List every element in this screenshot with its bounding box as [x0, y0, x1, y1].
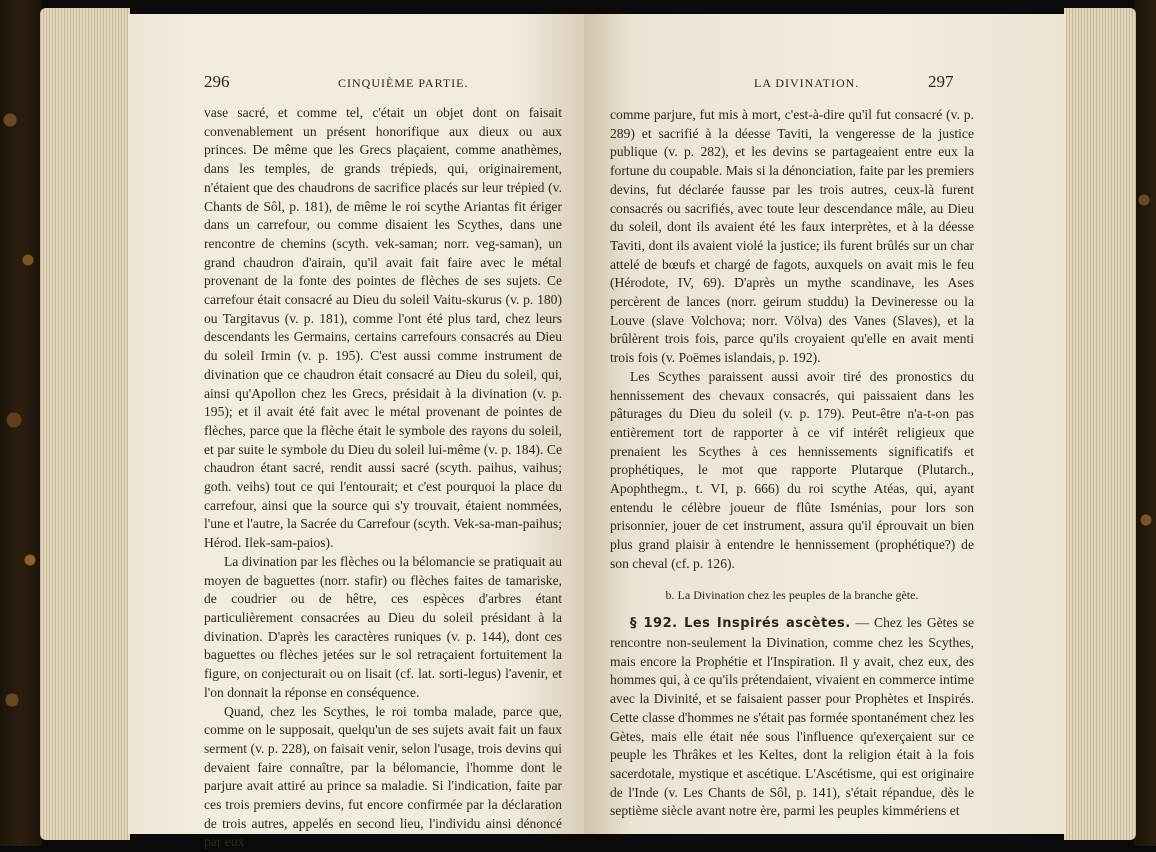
page-edges-right [1064, 8, 1136, 840]
left-body [204, 104, 562, 852]
paragraph: vase sacré, et comme tel, c'était un objet dont on faisait convenablement un présent honorifique aux dieux ou aux princes. De même que les Grecs plaçaient, comme anathèmes, dans les temples, de grands trépieds, qui, originairement, n'étaient que des chaudrons de sacrifice placés sur leur trépied (v. Chants de Sôl, p. 181), de même le roi scythe Ariantas fit ériger dans un carrefour, ou comme disaient les Scythes, dans une rencontre de chemins (scyth. vek-saman; norr. veg-saman), un grand chaudron d'airain, qu'il avait fait faire avec le métal provenant de la fonte des pointes de flèches de ses sujets. Ce carrefour était consacré au Dieu du soleil Vaitu-skurus (v. p. 180) ou Targitavus (v. p. 181), comme l'ont été plus tard, chez leurs descendants les Germains, certains carrefours consacrés au Dieu du soleil Irmin (v. p. 195). C'est aussi comme instrument de divination que ce chaudron était consacré au Dieu du soleil, qui, ainsi qu'Apollon chez les Grecs, présidait à la divination (v. p. 195); et il avait été fait avec le métal provenant de pointes de flèches, parce que la flèche était le symbole des rayons du soleil, et par suite le symbole du Dieu du soleil lui-même (v. p. 184). Ce chaudron étant sacré, rendit aussi sacré (scyth. paihus, vaihus; goth. veihs) tout ce qui l'entourait; et c'est pourquoi la place du carrefour, ainsi que la source qui s'y trouvait, étaient nommées, l'une et l'autre, la Sacrée du Carrefour (scyth. Vek-sa-man-paihus; Hérod. Ilek-sam-paios). [204, 104, 562, 553]
paragraph: Les Scythes paraissent aussi avoir tiré des pronostics du hennissement des chevaux consacrés, qui paissaient dans les pâturages du Dieu du soleil (v. p. 179). Peut-être n'a-t-on pas entièrement tort de rapporter à ce vif intérêt religieux que prenaient les Scythes à ces hennissements significatifs et prophétiques, le mot que rapporte Plutarque (Plutarch., Apophthegm., t. VI, p. 666) du roi scythe Atéas, qui, ayant entendu le célèbre joueur de flûte Isménias, pour lors son prisonnier, jouer de cet instrument, assura qu'il éprouvait un bien plus grand plaisir à entendre le hennissement (prophétique?) de son cheval (cf. p. 126). [610, 368, 974, 574]
page-number-right: 297 [928, 72, 954, 92]
running-header-right: LA DIVINATION. [754, 76, 859, 91]
marbled-endpaper-right [1134, 0, 1156, 846]
running-header-left: CINQUIÈME PARTIE. [338, 76, 469, 91]
section-title: § 192. Les Inspirés ascètes. [630, 616, 851, 631]
section-text: — Chez les Gètes se rencontre non-seulement la Divination, comme chez les Scythes, mais encore la Prophétie et l'Inspiration. Il y avait, chez eux, des hommes qui, à ce qu'ils prétendaient, vivaient en commerce intime avec la Divinité, et se faisaient passer pour Prophètes et Inspirés. Cette classe d'hommes ne s'était pas formée spontanément chez les Gètes, mais elle était née sous l'influence qu'exerçaient sur ce peuple les Thrâkes et les Keltes, dont la religion était à la fois sacerdotale, mystique et ascétique. L'Ascétisme, qui est originaire de l'Inde (v. Les Chants de Sôl, p. 141), s'était répandue, dès le septième siècle avant notre ère, parmi les peuples kimmériens et [610, 615, 974, 818]
page-edges-left [40, 8, 130, 840]
right-body [610, 106, 974, 821]
section-paragraph [610, 614, 974, 821]
paragraph: La divination par les flèches ou la bélomancie se pratiquait au moyen de baguettes (norr. stafir) ou flèches faites de tamariske, de coudrier ou de hêtre, ces espèces d'arbres étant particulièrement consacrées au Dieu du soleil présidant à la divination. D'après les caractères runiques (v. p. 144), dont ces baguettes ou flèches jetées sur le sol retraçaient fortuitement la figure, on conjecturait ou on lisait (cf. lat. sorti-legus) l'avenir, et l'on donnait la réponse en conséquence. [204, 553, 562, 703]
left-page [128, 14, 584, 834]
marbled-endpaper-left [0, 0, 42, 846]
paragraph: comme parjure, fut mis à mort, c'est-à-dire qu'il fut consacré (v. p. 289) et sacrifié à la déesse Taviti, la vengeresse de la justice publique (v. p. 282), et les devins se partageaient entre eux la fortune du coupable. Mais si la dénonciation, faite par les premiers devins, fut déclarée fausse par les trois autres, ceux-là furent consacrés ou sacrifiés, avec toute leur descendance mâle, au Dieu du soleil, dont ils avaient été les faux interprètes, et à la déesse Taviti, dont ils avaient violé la justice; ils furent brûlés sur un char attelé de bœufs et chargé de fagots, auxquels on avait mis le feu (Hérodote, IV, 69). D'après un mythe scandinave, les Ases percèrent de lances (norr. geirum studdu) la Devineresse ou la Louve (slave Volchova; norr. Völva) des Vanes (Slaves), et la brûlèrent trois fois, parce qu'ils croyaient qu'elle en avait menti trois fois (v. Poëmes islandais, p. 192). [610, 106, 974, 368]
subsection-heading: b. La Divination chez les peuples de la branche gète. [610, 586, 974, 605]
right-page [584, 14, 1066, 834]
paragraph: Quand, chez les Scythes, le roi tomba malade, parce que, comme on le supposait, quelqu'un de ses sujets avait fait un faux serment (v. p. 228), on faisait venir, selon l'usage, trois devins qui devaient faire connaître, par la bélomancie, l'homme dont le parjure avait attiré au prince sa maladie. Si l'indication, faite par ces trois premiers devins, fut encore confirmée par la déclaration de trois autres, appelés en second lieu, l'individu ainsi dénoncé par eux [204, 703, 562, 852]
page-number-left: 296 [204, 72, 230, 92]
